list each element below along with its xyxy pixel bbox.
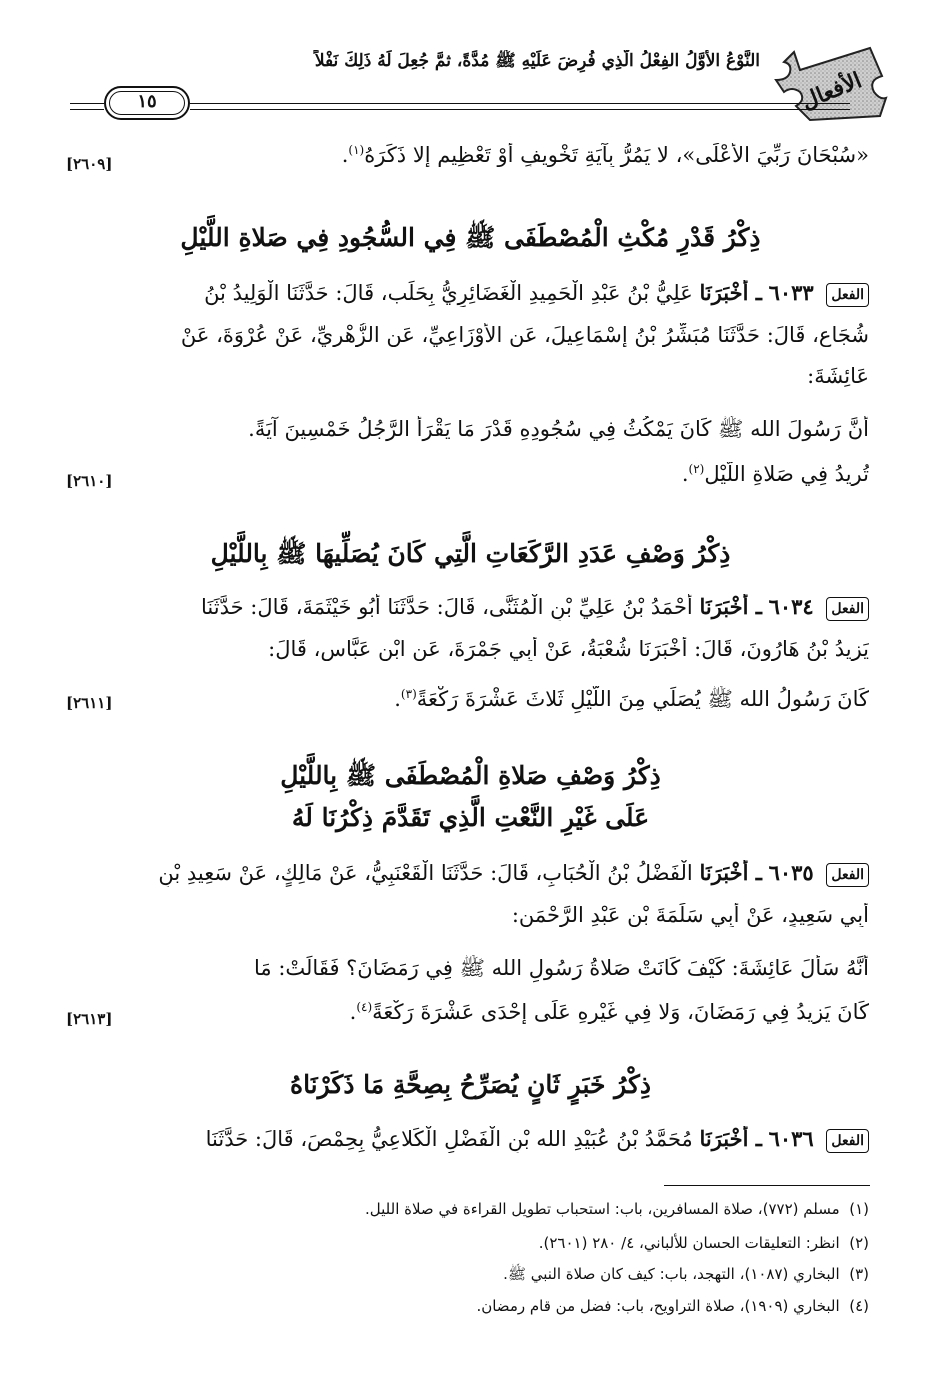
isnad-line: الفعل ٦٠٣٦ ـ أَخْبَرَنَا مُحَمَّدُ بْنُ عُبَيْدِ الله بْنِ الْفَضْلِ الْكَلاعِيُّ بِحِمْصَ، قَالَ: حَدَّثَنَا xyxy=(72,1126,869,1153)
matn-line: أَنَّ رَسُولَ الله ﷺ كَانَ يَمْكُثُ فِي سُجُودِهِ قَدْرَ مَا يَقْرَأُ الرَّجُلُ خَمْسِينَ آيَةً. xyxy=(248,417,869,441)
footnote-rule xyxy=(664,1185,870,1186)
text-line: «سُبْحَانَ رَبِّيَ الأَعْلَى»، لا يَمُرُّ بِآيَةِ تَخْوِيفٍ أَوْ تَعْظِيمٍ إِلا ذَكَرَهُ$^{(١)}$. xyxy=(341,143,869,167)
isnad-line: الفعل ٦٠٣٥ ـ أَخْبَرَنَا الْفَضْلُ بْنُ الْحُبَابِ، قَالَ: حَدَّثَنَا الْقَعْنَبِيُّ، عَنْ مَالِكٍ، عَنْ سَعِيدِ بْنِ xyxy=(72,860,869,887)
hadith-reference: [٢٦١١] xyxy=(66,694,113,712)
hadith-reference: [٢٦٠٩] xyxy=(66,155,113,173)
hadith-tag: الفعل xyxy=(826,1129,869,1153)
isnad-line: شُجَاعٍ، قَالَ: حَدَّثَنَا مُبَشِّرُ بْنُ إِسْمَاعِيلَ، عَنِ الأَوْزَاعِيِّ، عَنِ الزُّهْرِيِّ، عَنْ عُرْوَةَ، عَنْ xyxy=(180,323,869,347)
header-rule xyxy=(190,103,850,104)
footnote: (٣) البخاري (١٠٨٧)، التهجد، باب: كيف كان صلاة النبي ﷺ. xyxy=(503,1265,869,1283)
puzzle-piece-icon xyxy=(770,40,888,124)
hadith-number: ٦٠٣٦ xyxy=(768,1126,814,1151)
page-number: ١٥ xyxy=(137,91,157,112)
isnad-line: يَزِيدُ بْنُ هَارُونَ، قَالَ: أَخْبَرَنَا شُعْبَةُ، عَنْ أَبِي جَمْرَةَ، عَنِ ابْنِ عَبَّاسٍ، قَالَ: xyxy=(268,637,869,661)
isnad-line: الفعل ٦٠٣٣ ـ أَخْبَرَنَا عَلِيُّ بْنُ عَبْدِ الْحَمِيدِ الْغَضَائِرِيُّ بِحَلَب، قَالَ: حَدَّثَنَا الْوَلِيدُ بْنُ xyxy=(72,280,869,307)
section-heading: ذِكْرُ قَدْرِ مُكْثِ الْمُصْطَفَى ﷺ فِي السُّجُودِ فِي صَلاةِ اللَّيْلِ xyxy=(180,223,761,252)
section-heading: ذِكْرُ وَصْفِ صَلاةِ الْمُصْطَفَى ﷺ بِاللَّيْلِ xyxy=(280,761,661,790)
hadith-tag: الفعل xyxy=(826,283,869,307)
footnote-marker: (١) xyxy=(348,143,365,157)
isnad-line: عَائِشَةَ: xyxy=(807,364,869,388)
section-heading: ذِكْرُ وَصْفِ عَدَدِ الرَّكَعَاتِ الَّتِي كَانَ يُصَلِّيهَا ﷺ بِاللَّيْلِ xyxy=(210,539,731,568)
isnad-line: الفعل ٦٠٣٤ ـ أَخْبَرَنَا أَحْمَدُ بْنُ عَلِيِّ بْنِ الْمُثَنَّى، قَالَ: حَدَّثَنَا أَبُو خَيْثَمَةَ، قَالَ: حَدَّثَنَا xyxy=(72,594,869,621)
matn-line: كَانَ رَسُولُ الله ﷺ يُصَلِّي مِنَ اللَّيْلِ ثَلاثَ عَشْرَةَ رَكْعَةً$^{(٣)}$. xyxy=(394,687,869,711)
hadith-number: ٦٠٣٤ xyxy=(768,594,814,619)
footnote-marker: (٤) xyxy=(356,1000,373,1014)
hadith-reference: [٢٦١٠] xyxy=(66,472,113,490)
matn-line: كَانَ يَزِيدُ فِي رَمَضَانَ، وَلا فِي غَيْرِهِ عَلَى إِحْدَى عَشْرَةَ رَكْعَةً$^{(٤)}$. xyxy=(349,1000,869,1024)
footnote: (٢) انظر: التعليقات الحسان للألباني، ٤/ ٢٨٠ (٢٦٠١). xyxy=(538,1234,869,1252)
hadith-number: ٦٠٣٥ xyxy=(768,860,814,885)
isnad-line: أَبِي سَعِيدٍ، عَنْ أَبِي سَلَمَةَ بْنِ عَبْدِ الرَّحْمَنِ: xyxy=(511,903,869,927)
header-rule xyxy=(190,109,850,110)
section-heading: ذِكْرُ خَبَرٍ ثَانٍ يُصَرِّحُ بِصِحَّةِ مَا ذَكَرْنَاهُ xyxy=(289,1070,652,1099)
hadith-number: ٦٠٣٣ xyxy=(768,280,814,305)
header-rule xyxy=(70,109,104,110)
matn-line: أَنَّهُ سَأَلَ عَائِشَةَ: كَيْفَ كَانَتْ صَلاةُ رَسُولِ الله ﷺ فِي رَمَضَانَ؟ فَقَالَتْ: مَا xyxy=(254,956,869,980)
chapter-title: النَّوْعُ الأَوَّلُ الفِعْلُ الَّذِي فُرِضَ عَلَيْهِ ﷺ مُدَّةً، ثمَّ جُعِلَ لَهُ ذَلِكَ نَفْلاً xyxy=(314,51,760,71)
matn-line: تُرِيدُ فِي صَلاةِ اللَّيْلِ$^{(٢)}$. xyxy=(681,462,869,486)
hadith-tag: الفعل xyxy=(826,863,869,887)
page-number-box xyxy=(104,86,190,120)
footnote: (١) مسلم (٧٧٢)، صلاة المسافرين، باب: استحباب تطويل القراءة في صلاة الليل. xyxy=(365,1200,869,1218)
section-subheading: عَلَى غَيْرِ النَّعْتِ الَّذِي تَقَدَّمَ ذِكْرُنَا لَهُ xyxy=(291,803,650,832)
footnote-marker: (٣) xyxy=(400,687,417,701)
puzzle-label: الأفعال xyxy=(797,67,866,115)
footnote: (٤) البخاري (١٩٠٩)، صلاة التراويح، باب: فضل من قام رمضان. xyxy=(476,1297,869,1315)
header-rule xyxy=(70,103,104,104)
hadith-reference: [٢٦١٣] xyxy=(66,1010,113,1028)
footnote-marker: (٢) xyxy=(688,462,705,476)
hadith-tag: الفعل xyxy=(826,597,869,621)
